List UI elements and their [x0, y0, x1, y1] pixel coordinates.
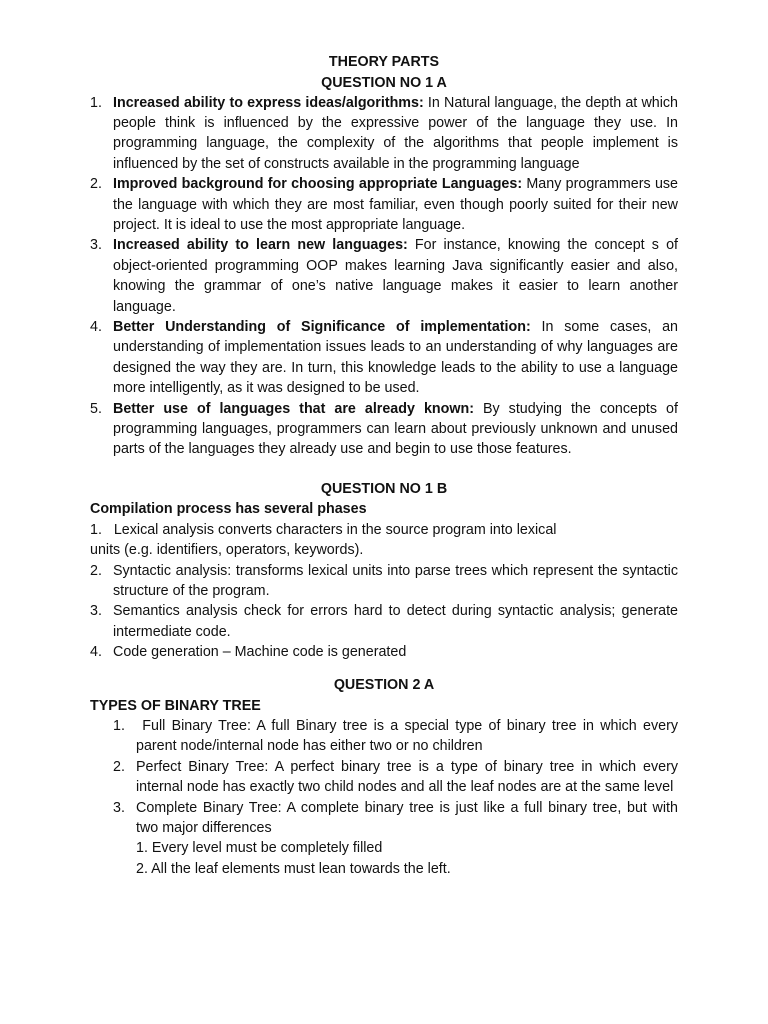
list-item: 1. Increased ability to express ideas/algorithms: In Natural language, the depth at which people think is influenced by the expressive power of the language they use. In programming language, the complexity of the algorithms that people implement is influenced by the set of constructs available in the programming language: [90, 94, 678, 172]
question-2a-list: [113, 716, 678, 879]
question-2a-heading: QUESTION 2 A: [333, 677, 435, 693]
list-item-line: 1. Lexical analysis converts characters in the source program into lexical: [90, 521, 557, 538]
list-item: 4. Code generation – Machine code is generated: [90, 644, 407, 661]
sub-item: 2. All the leaf elements must lean towards the left.: [136, 860, 451, 877]
question-1b-list: [90, 561, 678, 663]
list-item: 5. Better use of languages that are already known: By studying the concepts of programming languages, programmers can learn about previously unknown and unused parts of the languages they already use and begin to use those features.: [90, 400, 678, 458]
list-item: 2. Improved background for choosing appropriate Languages: Many programmers use the language with which they are most familiar, even though poorly suited for their new project. It is ideal to use the most appropriate language.: [90, 176, 678, 233]
question-1a-heading: QUESTION NO 1 A: [321, 74, 447, 91]
list-item: 2. Syntactic analysis: transforms lexical units into parse trees which represent the syntactic structure of the program.: [90, 562, 678, 599]
question-1b-heading: QUESTION NO 1 B: [320, 481, 448, 497]
list-item: 4. Better Understanding of Significance of implementation: In some cases, an understanding of implementation issues leads to an understanding of why languages are designed the way they are. In turn, this knowledge leads to the ability to use a language more intelligently, as it was designed to be used.: [90, 318, 679, 397]
list-item: 2. Perfect Binary Tree: A perfect binary tree is a type of binary tree in which every internal node has exactly two child nodes and all the leaf nodes are at the same level: [113, 758, 678, 796]
list-item-line: units (e.g. identifiers, operators, keywords).: [90, 541, 364, 558]
sub-item: 1. Every level must be completely filled: [136, 840, 383, 857]
page-title: THEORY PARTS: [328, 54, 440, 70]
list-item: 3. Complete Binary Tree: A complete binary tree is just like a full binary tree, but with two major differences 1. Every level must be completely filled 2. All the leaf elements must lean towards the left.: [136, 798, 678, 880]
list-item: 1. Full Binary Tree: A full Binary tree is a special type of binary tree in which every parent node/internal node has either two or no children: [113, 718, 678, 755]
question-1a-list: [90, 93, 679, 460]
compilation-subheading: Compilation process has several phases: [90, 501, 367, 517]
list-item: 3. Increased ability to learn new languages: For instance, knowing the concept s of object-oriented programming OOP makes learning Java significantly easier and also, knowing the grammar of one’s native language makes it easier to learn another language.: [90, 237, 678, 315]
list-item: 3. Semantics analysis check for errors hard to detect during syntactic analysis; generate intermediate code.: [90, 603, 678, 640]
list-item: [90, 520, 678, 561]
binary-tree-subheading: TYPES OF BINARY TREE: [90, 697, 261, 714]
